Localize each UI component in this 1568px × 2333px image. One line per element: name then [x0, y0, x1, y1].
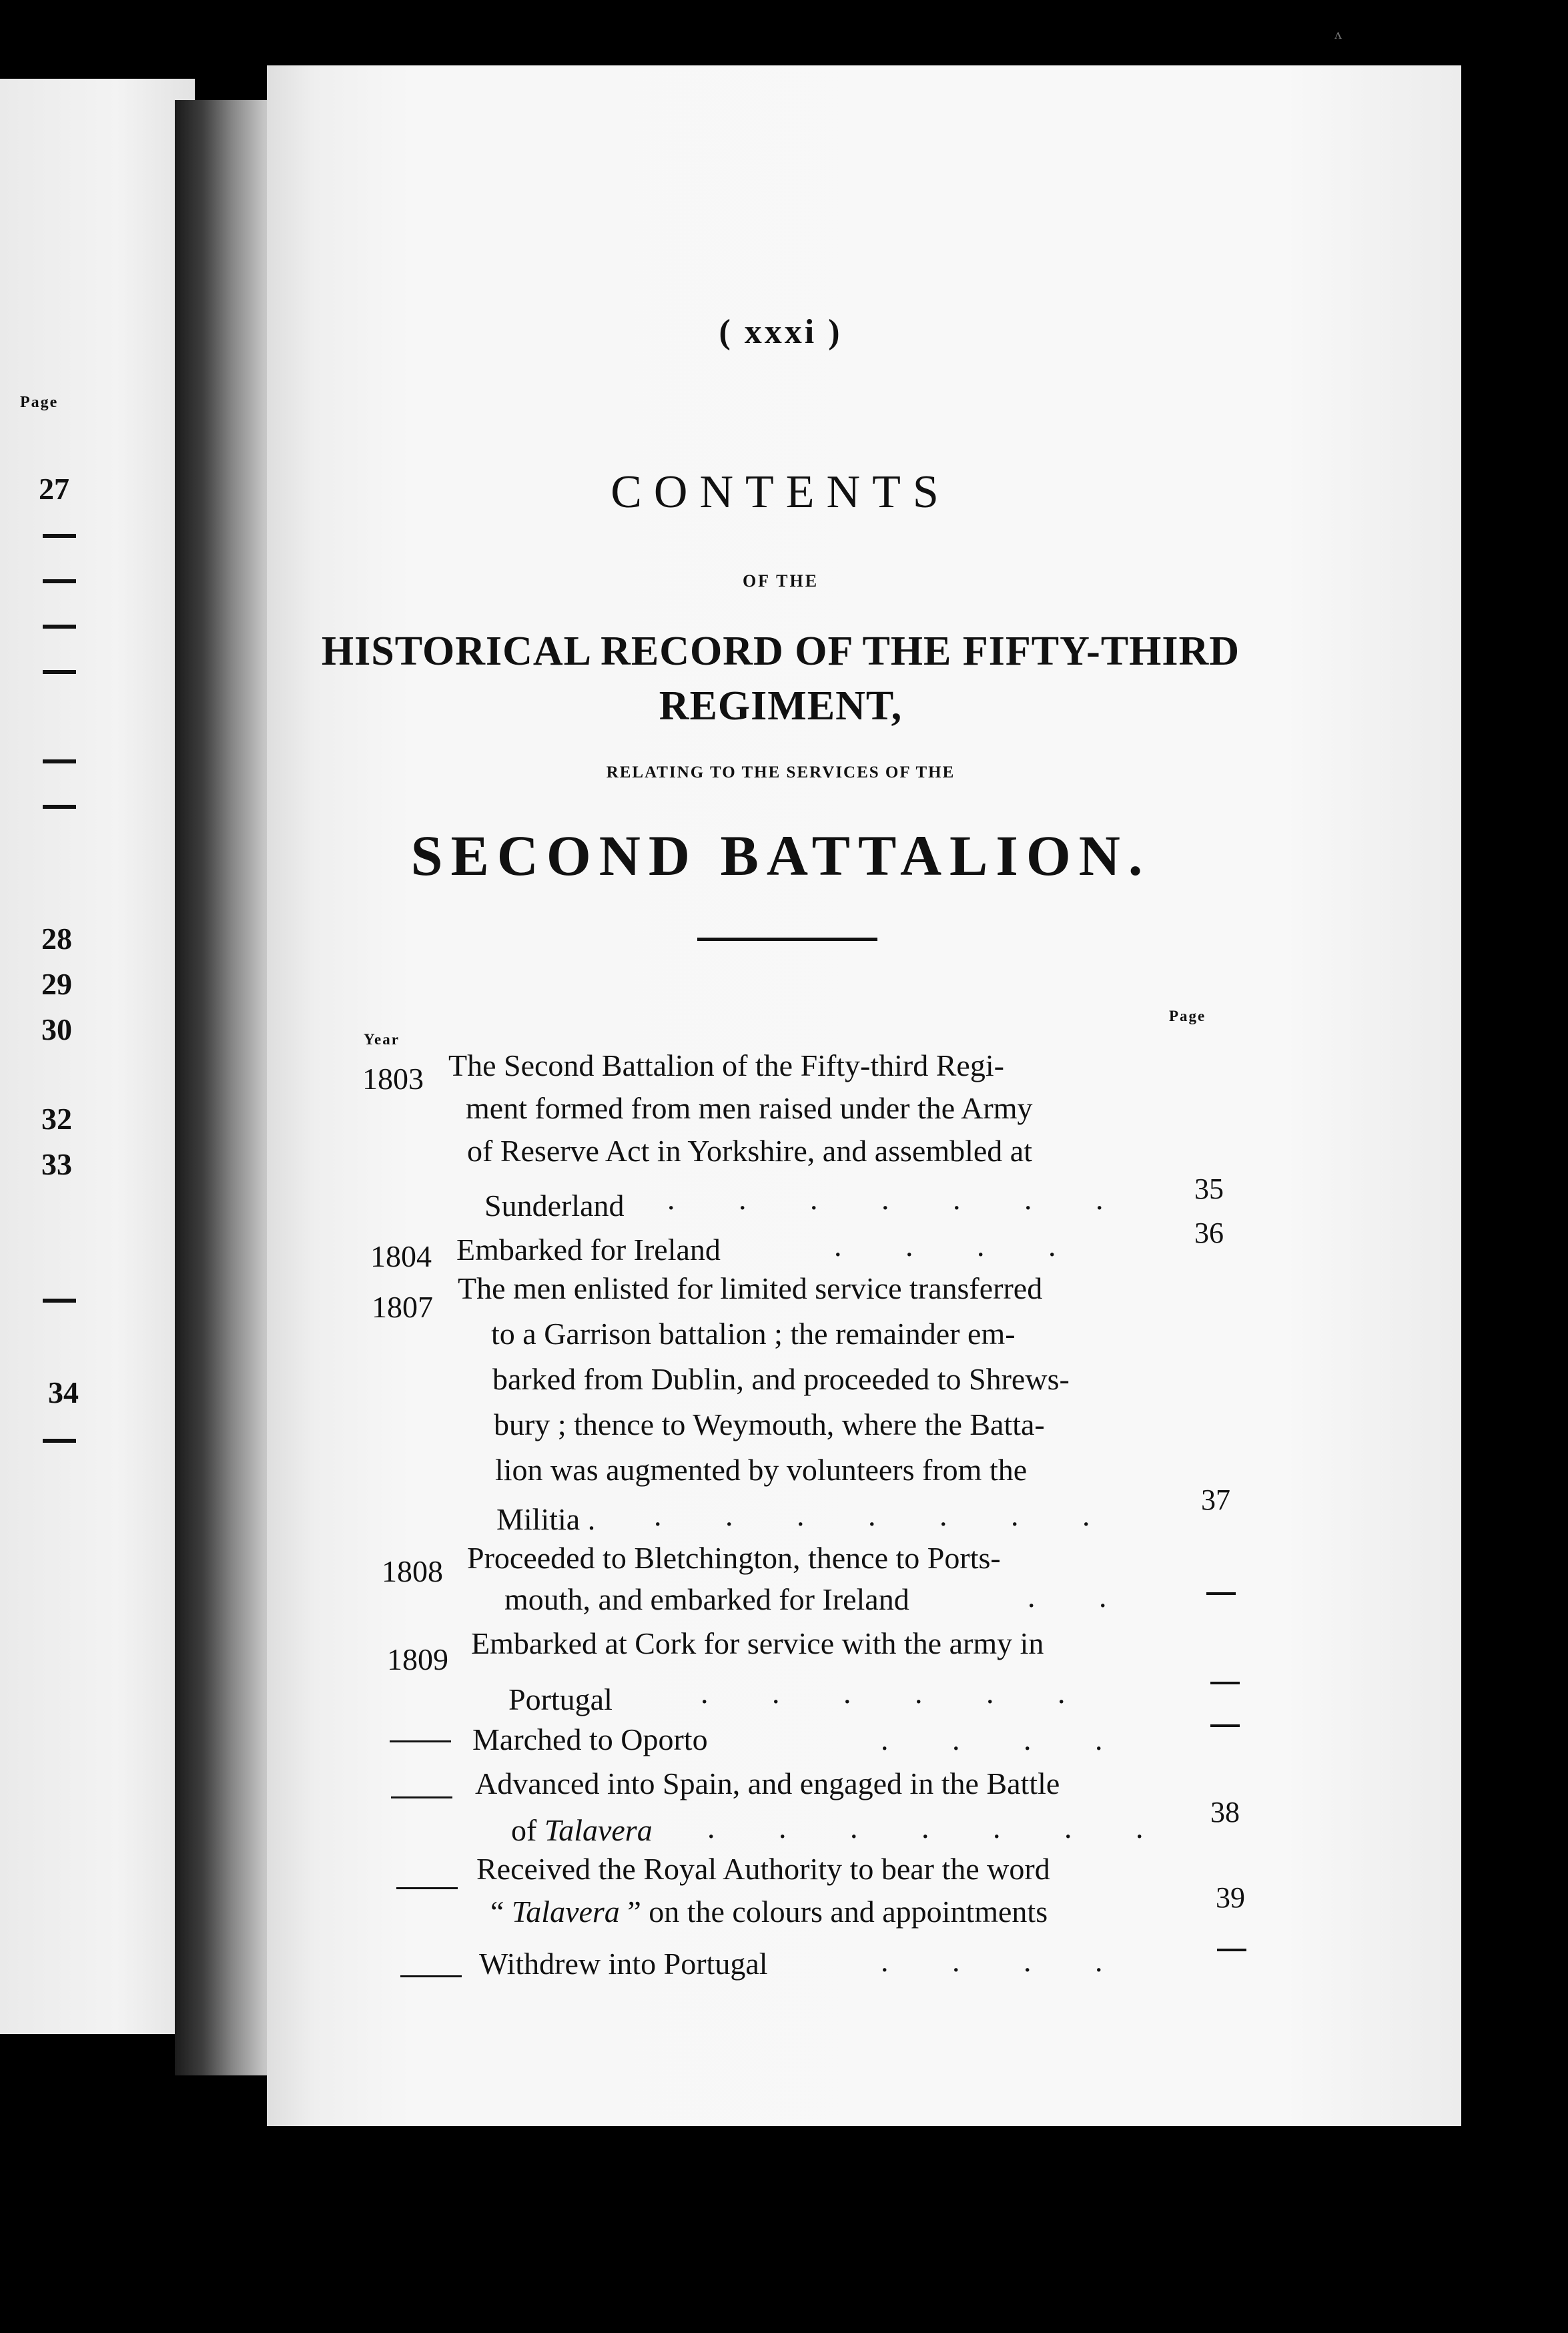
left-page-number: 32	[41, 1102, 72, 1136]
entry-text-line: Advanced into Spain, and engaged in the Battle	[475, 1766, 1060, 1800]
entry-text-line: lion was augmented by volunteers from the	[495, 1453, 1028, 1487]
left-page-dash	[43, 579, 76, 583]
entry-year: 1803	[362, 1062, 424, 1096]
entry-text-line: mouth, and embarked for Ireland	[504, 1582, 909, 1616]
left-page-number: 34	[48, 1375, 79, 1409]
entry-year: 1809	[387, 1642, 448, 1676]
entry-text-line: Portugal	[508, 1682, 613, 1716]
ditto-dash	[391, 1796, 452, 1798]
left-page-dash	[43, 625, 76, 629]
entry-text-line: to a Garrison battalion ; the remainder em-	[491, 1317, 1016, 1351]
entry-text-fragment: “	[490, 1895, 512, 1929]
entry-text-line: Received the Royal Authority to bear the word	[476, 1852, 1050, 1886]
corner-mark: ʌ	[1334, 25, 1342, 42]
ditto-dash	[400, 1975, 462, 1977]
left-page-dash	[43, 805, 76, 809]
entry-page: 35	[1194, 1173, 1224, 1205]
entry-text-fragment: of	[511, 1813, 544, 1847]
entry-text-line: Marched to Oporto	[472, 1722, 708, 1756]
entry-page-dash	[1210, 1682, 1240, 1684]
entry-text-line: bury ; thence to Weymouth, where the Batta-	[494, 1407, 1045, 1441]
entry-text-line: The Second Battalion of the Fifty-third Regi-	[448, 1048, 1004, 1082]
left-page-number: 28	[41, 922, 72, 956]
entry-page-dash	[1217, 1949, 1246, 1951]
left-page-number: 29	[41, 967, 72, 1001]
leader-dots: . . . . . .	[701, 1676, 1094, 1710]
left-page-dash	[43, 759, 76, 763]
entry-page: 37	[1201, 1483, 1230, 1516]
left-page-dash	[43, 534, 76, 538]
entry-text-line: ment formed from men raised under the Army	[466, 1091, 1033, 1125]
left-page-label: Page	[20, 394, 59, 411]
leader-dots: . . . .	[881, 1944, 1131, 1978]
record-title-line-1: HISTORICAL RECORD OF THE FIFTY-THIRD	[321, 629, 1240, 674]
left-page-dash	[43, 1439, 76, 1443]
entry-text-line: Embarked at Cork for service with the army in	[471, 1626, 1044, 1660]
entry-year: 1807	[372, 1290, 433, 1324]
entry-text-line: barked from Dublin, and proceeded to Shrews-	[492, 1362, 1070, 1396]
record-title	[267, 624, 1294, 733]
ditto-dash	[396, 1887, 458, 1889]
left-page-dash	[43, 670, 76, 674]
entry-text-line: Sunderland	[484, 1189, 625, 1223]
ditto-dash	[390, 1740, 451, 1742]
left-page-dash	[43, 1299, 76, 1303]
page-number: ( xxxi )	[719, 313, 843, 351]
leader-dots: . . . . . . .	[667, 1182, 1132, 1216]
battalion-title: SECOND BATTALION.	[410, 823, 1151, 888]
entry-text-line: Embarked for Ireland	[456, 1233, 721, 1267]
page-title: CONTENTS	[611, 466, 951, 518]
entry-text-line: The men enlisted for limited service transferred	[458, 1271, 1043, 1305]
relating-line: RELATING TO THE SERVICES OF THE	[606, 763, 955, 781]
leader-dots: . . . . . . .	[654, 1498, 1118, 1532]
left-page-number: 27	[39, 472, 69, 506]
entry-text-line	[511, 1812, 653, 1848]
leader-dots: . .	[1028, 1580, 1135, 1614]
header-rule	[697, 938, 877, 941]
leader-dots: . . . .	[834, 1229, 1084, 1263]
year-column-header: Year	[364, 1031, 400, 1048]
entry-page: 38	[1210, 1796, 1240, 1828]
entry-text-line: Withdrew into Portugal	[479, 1947, 768, 1981]
leader-dots: . . . .	[881, 1722, 1131, 1756]
entry-page-dash	[1210, 1724, 1240, 1727]
entry-year: 1804	[370, 1239, 432, 1273]
of-the-line: OF THE	[742, 571, 819, 591]
left-page-number: 33	[41, 1147, 72, 1181]
entry-text-line: Militia .	[496, 1502, 596, 1536]
entry-text-line: Proceeded to Bletchington, thence to Ports-	[467, 1541, 1001, 1575]
entry-page: 36	[1194, 1217, 1224, 1249]
leader-dots: . . . . . . .	[707, 1810, 1172, 1845]
entry-page: 39	[1216, 1881, 1245, 1914]
entry-text-fragment: ” on the colours and appointments	[619, 1895, 1048, 1929]
entry-text-italic: Talavera	[511, 1895, 620, 1929]
left-page-number: 30	[41, 1012, 72, 1046]
entry-text-line: of Reserve Act in Yorkshire, and assembled at	[467, 1134, 1033, 1168]
entry-text-italic: Talavera	[544, 1813, 653, 1847]
record-title-line-2: REGIMENT,	[659, 683, 903, 729]
entry-text-line	[490, 1894, 1048, 1929]
left-facing-page	[0, 79, 195, 2034]
entry-page-dash	[1206, 1592, 1236, 1595]
entry-year: 1808	[382, 1554, 443, 1588]
page-column-header: Page	[1169, 1008, 1206, 1024]
